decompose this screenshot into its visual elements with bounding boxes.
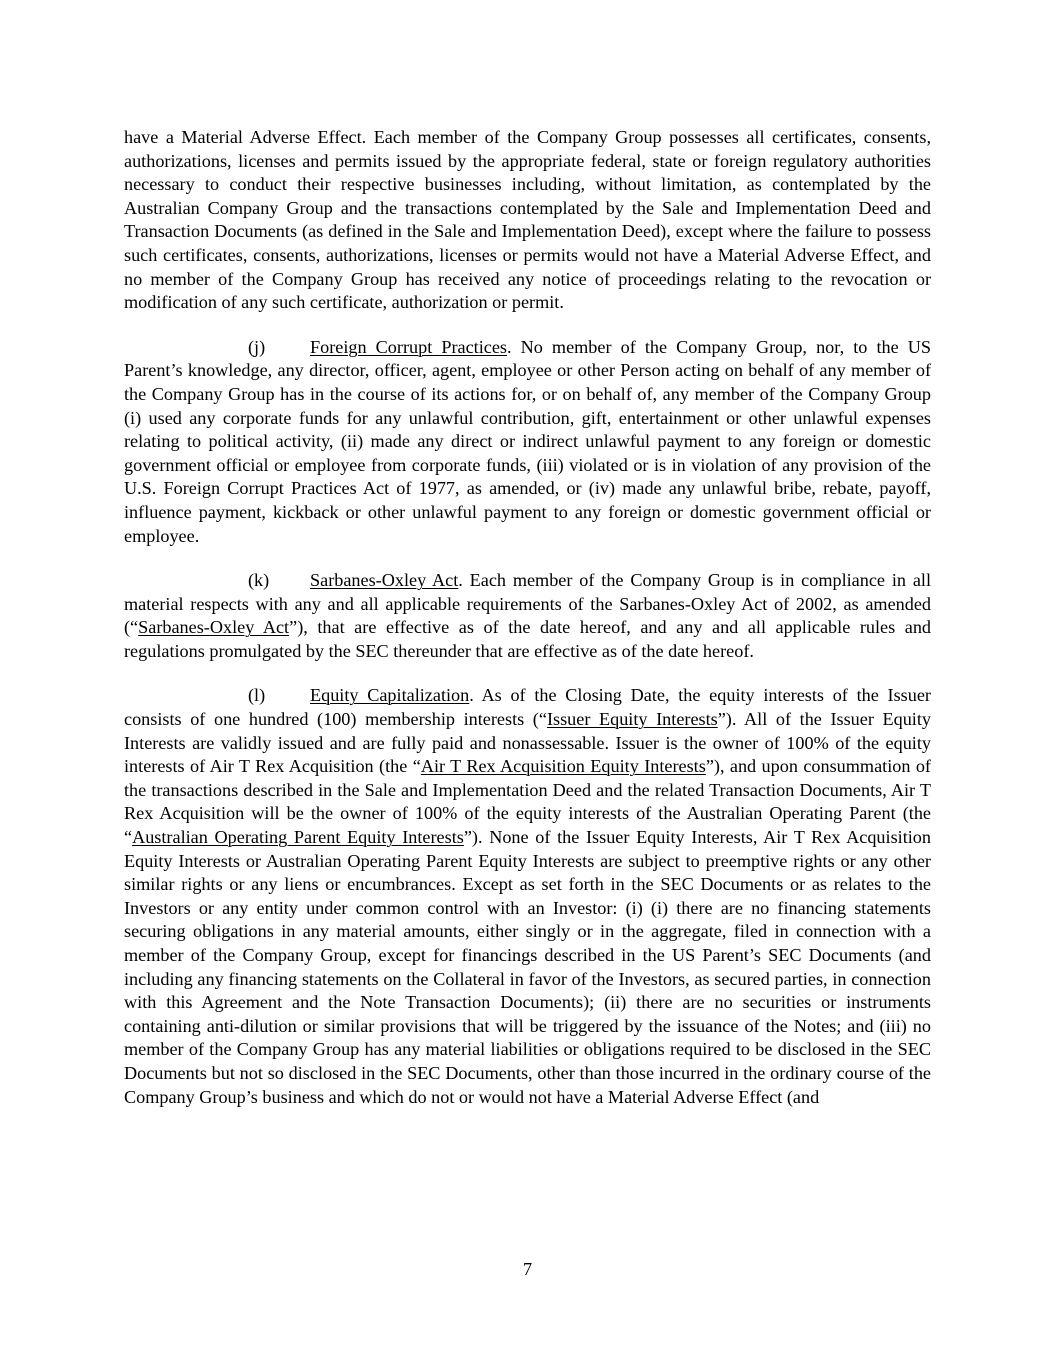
section-k-paragraph (124, 569, 931, 663)
section-k-heading: Sarbanes-Oxley Act (310, 570, 459, 591)
section-j-heading: Foreign Corrupt Practices (310, 336, 507, 357)
section-l-defined-term-issuer: Issuer Equity Interests (546, 709, 718, 730)
section-j-paragraph (124, 336, 931, 548)
section-l-body-part-4: ”). None of the Issuer Equity Interests, Air T Rex Acquisition Equity Interests or Australian Operating Parent Equity Interests are subject to preemptive rights or any other similar rights or any liens or encumbrances. Except as set forth in the SEC Documents or as relates to the Investors or any entity under common control with an Investor: (i) (i) there are no financing statements securing obligations in any material amounts, either singly or in the aggregate, filed in connection with a member of the Company Group, except for financings described in the US Parent’s SEC Documents (and including any financing statements on the Collateral in favor of the Investors, as secured parties, in connection with this Agreement and the Note Transaction Documents); (ii) there are no securities or instruments containing anti-dilution or similar provisions that will be triggered by the issuance of the Notes; and (iii) no member of the Company Group has any material liabilities or obligations required to be disclosed in the SEC Documents but not so disclosed in the SEC Documents, other than those incurred in the ordinary course of the Company Group’s business and which do not or would not have a Material Adverse Effect (and (124, 827, 931, 1107)
section-l-paragraph (124, 684, 931, 1109)
page-number: 7 (522, 1259, 533, 1279)
section-l-number: (l) (248, 685, 266, 706)
continuation-paragraph (124, 126, 931, 315)
section-j-number: (j) (248, 336, 266, 357)
section-l-defined-term-air-t-rex: Air T Rex Acquisition Equity Interests (420, 756, 706, 777)
section-l-body-part-2: ”). All of the Issuer Equity Interests are validly issued and are fully paid and nonassessable. Issuer is the owner of 100% of the equity interests of Air T Rex Acquisition (the “ (124, 709, 932, 777)
section-k-number: (k) (248, 570, 270, 591)
section-l-heading: Equity Capitalization (310, 685, 470, 706)
document-body (124, 126, 931, 1109)
section-k-body-part-2: ”), that are effective as of the date hereof, and any and all applicable rules and regulations promulgated by the SEC thereunder that are effective as of the date hereof. (124, 617, 932, 661)
continuation-text: have a Material Adverse Effect. Each member of the Company Group possesses all certificates, consents, authorizations, licenses and permits issued by the appropriate federal, state or foreign regulatory authorities necessary to conduct their respective businesses including, without limitation, as contemplated by the Australian Company Group and the transactions contemplated by the Sale and Implementation Deed and Transaction Documents (as defined in the Sale and Implementation Deed), except where the failure to possess such certificates, consents, authorizations, licenses or permits would not have a Material Adverse Effect, and no member of the Company Group has received any notice of proceedings relating to the revocation or modification of any such certificate, authorization or permit. (124, 127, 931, 313)
section-l-defined-term-australian: Australian Operating Parent Equity Interests (132, 827, 464, 848)
section-l-body-part-3: ”), and upon consummation of the transactions described in the Sale and Implementation Deed and the related Transaction Documents, Air T Rex Acquisition will be the owner of 100% of the equity interests of the Australian Operating Parent (the “ (124, 756, 931, 848)
section-k-defined-term: Sarbanes-Oxley Act (138, 617, 290, 638)
section-l-body-part-1: . As of the Closing Date, the equity interests of the Issuer consists of one hundred (100) membership interests (“ (124, 685, 931, 730)
section-j-body: . No member of the Company Group, nor, to the US Parent’s knowledge, any director, officer, agent, employee or other Person acting on behalf of any member of the Company Group has in the course of its actions for, or on behalf of, any member of the Company Group (i) used any corporate funds for any unlawful contribution, gift, entertainment or other unlawful expenses relating to political activity, (ii) made any direct or indirect unlawful payment to any foreign or domestic government official or employee from corporate funds, (iii) violated or is in violation of any provision of the U.S. Foreign Corrupt Practices Act of 1977, as amended, or (iv) made any unlawful bribe, rebate, payoff, influence payment, kickback or other unlawful payment to any foreign or domestic government official or employee. (124, 336, 931, 546)
section-k-body-part-1: . Each member of the Company Group is in compliance in all material respects with any and all applicable requirements of the Sarbanes-Oxley Act of 2002, as amended (“ (124, 570, 931, 638)
